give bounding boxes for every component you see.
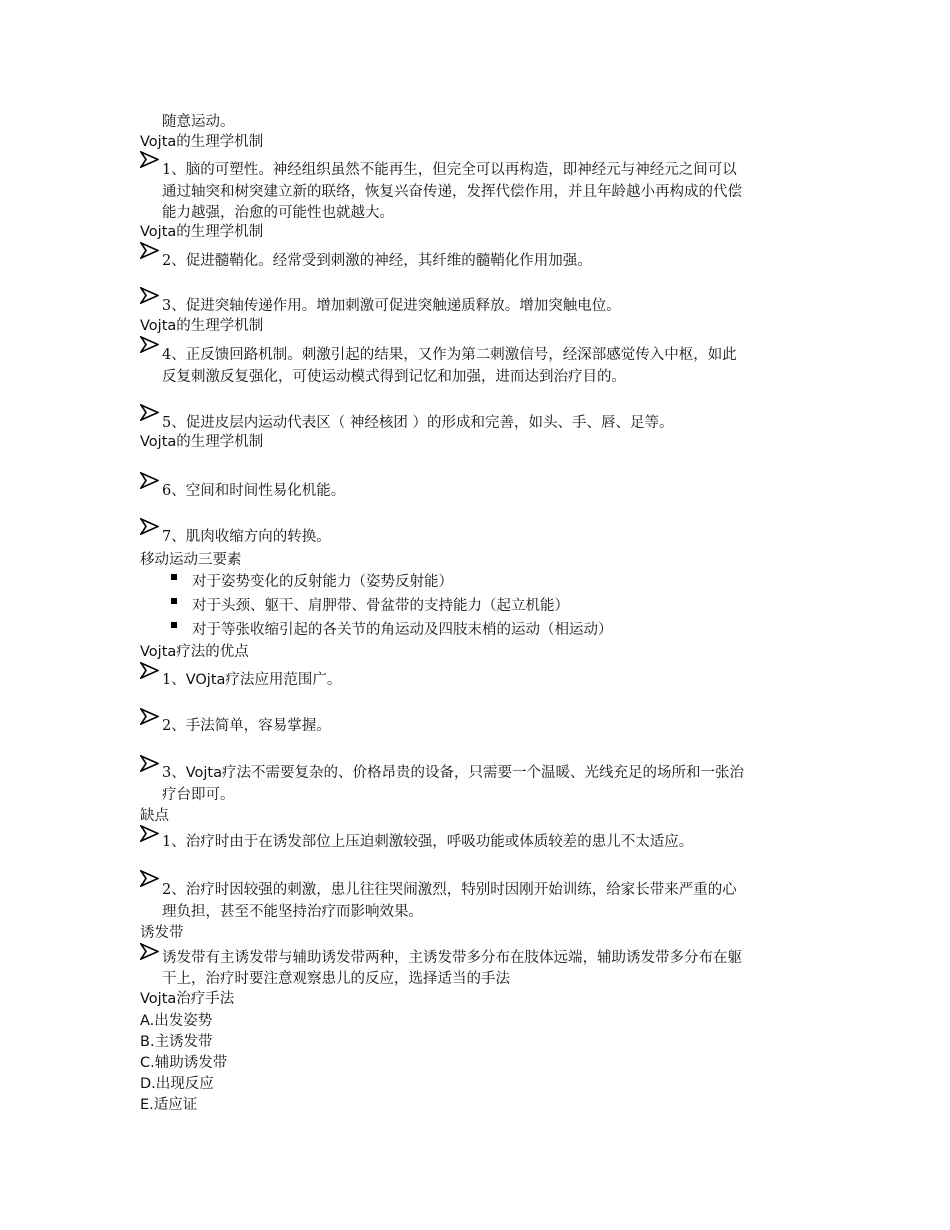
brand-name: Vojta xyxy=(185,765,222,781)
bullet-text: 1、脑的可塑性。神经组织虽然不能再生，但完全可以再构造，即神经元与神经元之间可以 xyxy=(162,162,737,178)
bullet-text: 诱发带有主诱发带与辅助诱发带两种，主诱发带多分布在肢体远端，辅助诱发带多分布在躯 xyxy=(162,950,742,966)
item-number: 3、 xyxy=(162,765,186,781)
bullet-text: 理负担，甚至不能坚持治疗而影响效果。 xyxy=(162,904,423,920)
item-text: 适应证 xyxy=(153,1097,198,1113)
section-heading: 移动运动三要素 xyxy=(140,552,242,568)
bullet-text: 3、促进突轴传递作用。增加刺激可促进突触递质释放。增加突触电位。 xyxy=(162,298,621,314)
list-item: 对于等张收缩引起的各关节的角运动及四肢末梢的运动（相运动） xyxy=(192,622,613,638)
arrowhead-bullet-icon xyxy=(140,708,159,725)
item-text: 主诱发带 xyxy=(154,1034,213,1050)
arrowhead-bullet-icon xyxy=(140,870,159,887)
bullet-text: 6、空间和时间性易化机能。 xyxy=(162,483,346,499)
method-item xyxy=(140,1032,213,1052)
item-letter: E. xyxy=(140,1097,154,1113)
bullet-text: 干上，治疗时要注意观察患儿的反应，选择适当的手法 xyxy=(162,971,510,987)
item-text: 出发姿势 xyxy=(154,1013,213,1029)
item-letter: A. xyxy=(140,1013,155,1029)
item-letter: D. xyxy=(140,1076,156,1092)
bullet-text: 反复刺激反复强化，可使运动模式得到记忆和加强，进而达到治疗目的。 xyxy=(162,369,626,385)
arrowhead-bullet-icon xyxy=(140,287,159,304)
method-item xyxy=(140,1053,227,1073)
bullet-text: 5、促进皮层内运动代表区（ 神经核团 ）的形成和完善，如头、手、唇、足等。 xyxy=(162,415,674,431)
arrowhead-bullet-icon xyxy=(140,404,159,421)
item-number: 1、 xyxy=(162,672,186,688)
arrowhead-bullet-icon xyxy=(140,151,159,168)
brand-name: VOjta xyxy=(185,672,226,688)
section-heading: 缺点 xyxy=(140,808,169,824)
section-heading: 诱发带 xyxy=(140,925,184,941)
section-heading: Vojta治疗手法 xyxy=(140,991,235,1007)
section-heading: Vojta的生理学机制 xyxy=(140,224,264,240)
arrowhead-bullet-icon xyxy=(140,336,159,353)
item-text: 出现反应 xyxy=(155,1076,214,1092)
bullet-text xyxy=(162,763,744,783)
item-text: 疗法不需要复杂的、价格昂贵的设备，只需要一个温暖、光线充足的场所和一张治 xyxy=(222,765,744,781)
section-heading: Vojta的生理学机制 xyxy=(140,318,264,334)
section-heading: Vojta疗法的优点 xyxy=(140,644,249,660)
bullet-text: 7、肌肉收缩方向的转换。 xyxy=(162,529,331,545)
bullet-text: 疗台即可。 xyxy=(162,787,235,803)
bullet-text xyxy=(162,670,341,690)
bullet-text: 2、手法简单，容易掌握。 xyxy=(162,718,331,734)
arrowhead-bullet-icon xyxy=(140,943,159,960)
arrowhead-bullet-icon xyxy=(140,518,159,535)
section-heading: Vojta的生理学机制 xyxy=(140,434,264,450)
item-text: 疗法应用范围广。 xyxy=(225,672,342,688)
section-heading: Vojta的生理学机制 xyxy=(140,134,264,150)
text-line: 随意运动。 xyxy=(162,114,235,130)
bullet-text: 能力越强，治愈的可能性也就越大。 xyxy=(162,205,394,221)
arrowhead-bullet-icon xyxy=(140,242,159,259)
bullet-text: 4、正反馈回路机制。刺激引起的结果，又作为第二刺激信号，经深部感觉传入中枢，如此 xyxy=(162,347,737,363)
arrowhead-bullet-icon xyxy=(140,472,159,489)
item-letter: C. xyxy=(140,1055,155,1071)
method-item xyxy=(140,1074,214,1094)
square-bullet-icon xyxy=(171,574,177,580)
method-item xyxy=(140,1095,197,1115)
bullet-text: 通过轴突和树突建立新的联络，恢复兴奋传递，发挥代偿作用，并且年龄越小再构成的代偿 xyxy=(162,184,742,200)
bullet-text: 2、治疗时因较强的刺激，患儿往往哭闹激烈，特别时因刚开始训练，给家长带来严重的心 xyxy=(162,882,737,898)
item-letter: B. xyxy=(140,1034,155,1050)
bullet-text: 2、促进髓鞘化。经常受到刺激的神经，其纤维的髓鞘化作用加强。 xyxy=(162,253,592,269)
bullet-text: 1、治疗时由于在诱发部位上压迫刺激较强，呼吸功能或体质较差的患儿不太适应。 xyxy=(162,834,694,850)
square-bullet-icon xyxy=(171,598,177,604)
square-bullet-icon xyxy=(171,622,177,628)
list-item: 对于头颈、躯干、肩胛带、骨盆带的支持能力（起立机能） xyxy=(192,598,569,614)
list-item: 对于姿势变化的反射能力（姿势反射能） xyxy=(192,574,453,590)
item-text: 辅助诱发带 xyxy=(154,1055,228,1071)
arrowhead-bullet-icon xyxy=(140,755,159,772)
method-item xyxy=(140,1011,212,1031)
arrowhead-bullet-icon xyxy=(140,825,159,842)
arrowhead-bullet-icon xyxy=(140,662,159,679)
